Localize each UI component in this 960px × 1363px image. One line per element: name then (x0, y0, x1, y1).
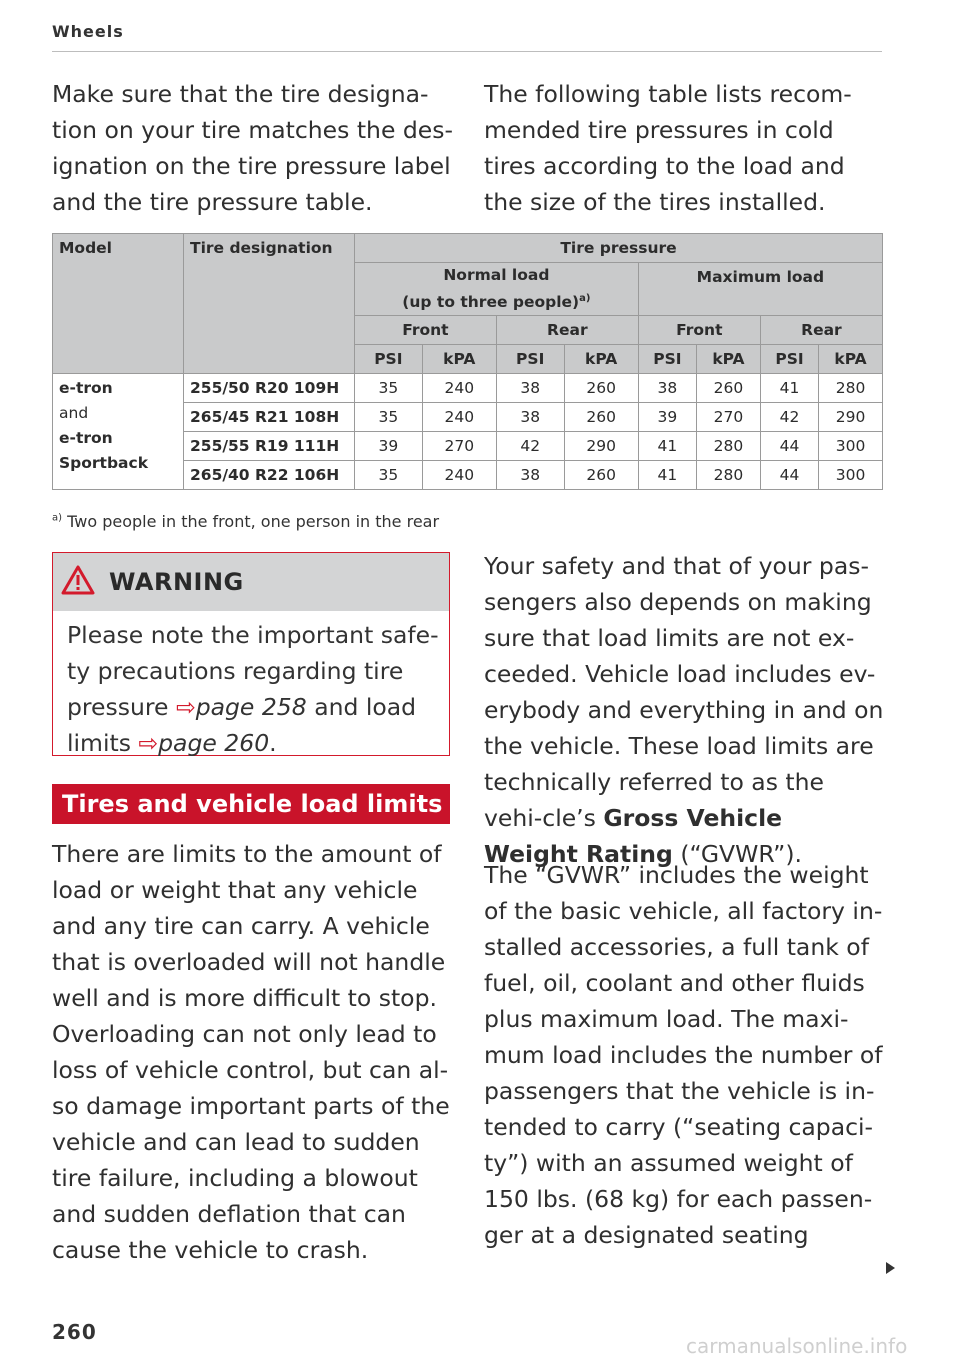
normal-load-label: Normal load (443, 266, 550, 285)
header-maximum-load: Maximum load (638, 263, 882, 316)
gvwr-text: Your safety and that of your pas-sengers also depends on making sure that load limits are not ex-ceeded. Vehicle load includes ev-erybody and everything in and on the vehicle. These load limits are technically referred to as the vehi-cle’s (484, 552, 884, 832)
warning-text: Please note the important safe-ty precautions regarding tire pressure (67, 621, 439, 721)
header-psi: PSI (638, 345, 696, 374)
value-cell: 240 (422, 461, 496, 490)
value-cell: 260 (564, 403, 638, 432)
warning-text: and load limits (67, 693, 417, 757)
intro-left-paragraph: Make sure that the tire designa-tion on your tire matches the des-ignation on the tire pressure label and the tire pressure table. (52, 80, 453, 216)
warning-header (53, 553, 449, 611)
gvwr-details-paragraph: The “GVWR” includes the weight of the basic vehicle, all factory in-stalled accessories, a full tank of fuel, oil, coolant and other fluids plus maximum load. The maxi-mum load includes the number of passengers that the vehicle is in-tended to carry (“seating capaci-ty”) with an assumed weight of 150 lbs. (68 kg) for each passen-ger at a designated seating (484, 861, 883, 1249)
normal-load-sublabel: (up to three people) (402, 293, 580, 312)
value-cell: 44 (760, 432, 818, 461)
gvwr-term: Gross Vehicle Weight Rating (484, 804, 783, 868)
value-cell: 290 (564, 432, 638, 461)
header-normal-load (355, 263, 639, 316)
page-reference-link[interactable]: page 260 (158, 729, 270, 757)
arrow-right-icon: ⇨ (138, 729, 159, 757)
value-cell: 44 (760, 461, 818, 490)
value-cell: 240 (422, 403, 496, 432)
header-tire-designation: Tire designation (184, 234, 355, 374)
value-cell: 300 (819, 461, 883, 490)
warning-body (53, 611, 449, 761)
tire-designation-cell: 255/50 R20 109H (184, 374, 355, 403)
normal-load-footnote-mark: a) (579, 293, 591, 305)
tire-pressure-table (52, 233, 883, 490)
value-cell: 35 (355, 374, 423, 403)
load-limits-paragraph: There are limits to the amount of load or weight that any vehicle and any tire can carry. A vehicle that is overloaded will not handle well and is more difficult to stop. Overloading can not only lead to loss of vehicle control, but can al-so damage important parts of the vehicle and can lead to sudden tire failure, including a blowout and sudden deflation that can cause the vehicle to crash. (52, 840, 450, 1264)
value-cell: 270 (697, 403, 761, 432)
value-cell: 270 (422, 432, 496, 461)
header-max-front: Front (638, 316, 760, 345)
value-cell: 39 (355, 432, 423, 461)
page-number: 260 (52, 1320, 97, 1344)
value-cell: 35 (355, 403, 423, 432)
header-psi: PSI (496, 345, 564, 374)
section-title: Tires and vehicle load limits (52, 784, 450, 824)
value-cell: 39 (638, 403, 696, 432)
footnote-mark: a) (52, 512, 63, 524)
value-cell: 38 (496, 461, 564, 490)
model-name: e-tron (59, 379, 113, 397)
page-header: Wheels (52, 22, 882, 52)
value-cell: 38 (496, 374, 564, 403)
value-cell: 300 (819, 432, 883, 461)
value-cell: 290 (819, 403, 883, 432)
gvwr-text-end: (“GVWR”). (672, 840, 802, 868)
header-normal-front: Front (355, 316, 497, 345)
header-kpa: kPA (422, 345, 496, 374)
model-name: Sportback (59, 454, 149, 472)
value-cell: 280 (819, 374, 883, 403)
model-name: e-tron (59, 429, 113, 447)
watermark: carmanualsonline.info (686, 1334, 908, 1358)
page-reference-link[interactable]: page 258 (195, 693, 307, 721)
header-tire-pressure: Tire pressure (355, 234, 883, 263)
value-cell: 42 (496, 432, 564, 461)
value-cell: 260 (564, 374, 638, 403)
value-cell: 260 (697, 374, 761, 403)
table-row (53, 374, 883, 403)
header-max-rear: Rear (760, 316, 882, 345)
tire-designation-cell: 255/55 R19 111H (184, 432, 355, 461)
warning-triangle-icon (61, 565, 95, 599)
gvwr-paragraph (484, 548, 884, 872)
warning-box (52, 552, 450, 756)
tire-designation-cell: 265/45 R21 108H (184, 403, 355, 432)
header-psi: PSI (355, 345, 423, 374)
value-cell: 35 (355, 461, 423, 490)
value-cell: 38 (496, 403, 564, 432)
model-conjunction: and (59, 404, 89, 422)
value-cell: 38 (638, 374, 696, 403)
value-cell: 240 (422, 374, 496, 403)
header-normal-rear: Rear (496, 316, 638, 345)
warning-title: WARNING (109, 568, 244, 596)
header-kpa: kPA (819, 345, 883, 374)
value-cell: 41 (638, 432, 696, 461)
header-psi: PSI (760, 345, 818, 374)
header-model: Model (53, 234, 184, 374)
value-cell: 280 (697, 461, 761, 490)
arrow-right-icon: ⇨ (175, 693, 196, 721)
value-cell: 280 (697, 432, 761, 461)
value-cell: 41 (760, 374, 818, 403)
continue-arrow-icon (886, 1262, 895, 1274)
tire-designation-cell: 265/40 R22 106H (184, 461, 355, 490)
footnote-text: Two people in the front, one person in the rear (67, 512, 440, 531)
intro-right-paragraph: The following table lists recom-mended tire pressures in cold tires according to the load and the size of the tires installed. (484, 80, 852, 216)
header-kpa: kPA (564, 345, 638, 374)
table-footnote (52, 512, 439, 531)
model-cell (53, 374, 184, 490)
value-cell: 41 (638, 461, 696, 490)
warning-text: . (269, 729, 277, 757)
value-cell: 260 (564, 461, 638, 490)
header-kpa: kPA (697, 345, 761, 374)
value-cell: 42 (760, 403, 818, 432)
